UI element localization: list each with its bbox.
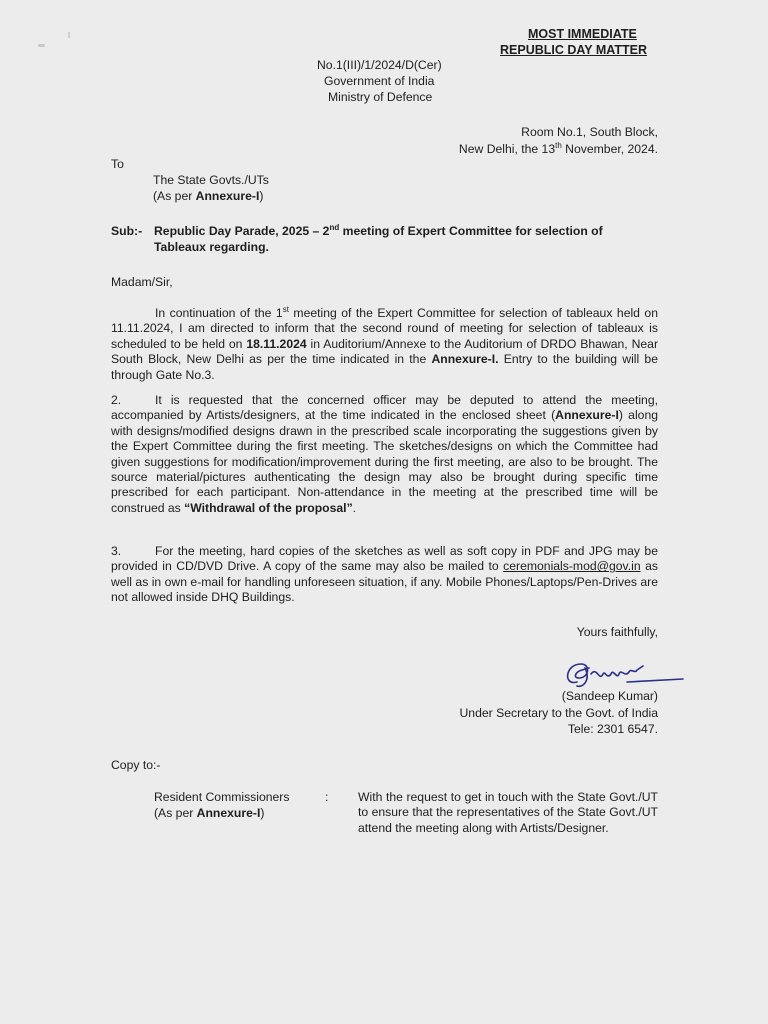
salutation: Madam/Sir, xyxy=(111,275,173,289)
copy-recipient-1: Resident Commissioners xyxy=(154,790,290,804)
signatory-name: (Sandeep Kumar) xyxy=(561,689,658,703)
subject-line-1: Republic Day Parade, 2025 – 2nd meeting of Expert Committee for selection of xyxy=(154,222,603,238)
reference-number: No.1(III)/1/2024/D(Cer) xyxy=(317,58,442,72)
recipient-line-2: (As per Annexure-I) xyxy=(153,189,264,203)
paragraph-3: 3. For the meeting, hard copies of the sketches as well as soft copy in PDF and JPG may be provided in CD/DVD Drive. A copy of the same may also be mailed to ceremonials-mod@gov.in as well as in own e-mail for handling unforeseen situation, if any. Mobile Phones/Laptops/Pen-Drives are not allowed inside DHQ Buildings. xyxy=(111,544,658,605)
email-link[interactable]: ceremonials-mod@gov.in xyxy=(503,559,641,574)
yours-faithfully: Yours faithfully, xyxy=(576,625,658,639)
copy-recipient-2: (As per Annexure-I) xyxy=(154,806,265,820)
subject-label: Sub:- xyxy=(111,224,143,238)
scan-speck xyxy=(68,32,70,38)
to-label: To xyxy=(111,157,124,171)
recipient-line-1: The State Govts./UTs xyxy=(153,173,269,187)
paragraph-1: In continuation of the 1st meeting of the Expert Committee for selection of tableaux held on 11.11.2024, I am directed to inform that the second round of meeting for selection of tableaux is scheduled to be held on 18.11.2024 in Auditorium/Annexe to the Auditorium of DRDO Bhawan, Near South Block, New Delhi as per the time indicated in the Annexure-I. Entry to the building will be through Gate No.3. xyxy=(111,304,658,382)
scan-speck xyxy=(38,44,45,47)
signatory-tele: Tele: 2301 6547. xyxy=(567,722,658,736)
priority-republic-day: REPUBLIC DAY MATTER xyxy=(500,43,648,57)
copy-to-label: Copy to:- xyxy=(111,758,161,772)
copy-colon: : xyxy=(325,790,329,804)
priority-most-immediate: MOST IMMEDIATE xyxy=(528,27,637,41)
copy-note: With the request to get in touch with the State Govt./UT to ensure that the representatives of the State Govt./UT attend the meeting along with Artists/Designer. xyxy=(358,790,658,835)
government-line: Government of India xyxy=(324,74,435,88)
ministry-line: Ministry of Defence xyxy=(328,90,433,104)
signatory-title: Under Secretary to the Govt. of India xyxy=(459,706,658,720)
paragraph-2: 2. It is requested that the concerned officer may be deputed to attend the meeting, accompanied by Artists/designers, at the time indicated in the enclosed sheet (Annexure-I) along with designs/modified designs drawn in the prescribed scale incorporating the suggestions given by the Expert Committee during the first meeting. The sketches/designs on which the Committee had given suggestions for modification/improvement during the first meeting, are also to be brought. The source material/pictures authenticating the design may also be brought during specific time prescribed for each participant. Non-attendance in the meeting at the prescribed time will be construed as “Withdrawal of the proposal”. xyxy=(111,393,658,515)
subject-line-2: Tableaux regarding. xyxy=(154,240,269,254)
address-line-1: Room No.1, South Block, xyxy=(521,125,658,139)
address-date: New Delhi, the 13th November, 2024. xyxy=(458,140,658,156)
